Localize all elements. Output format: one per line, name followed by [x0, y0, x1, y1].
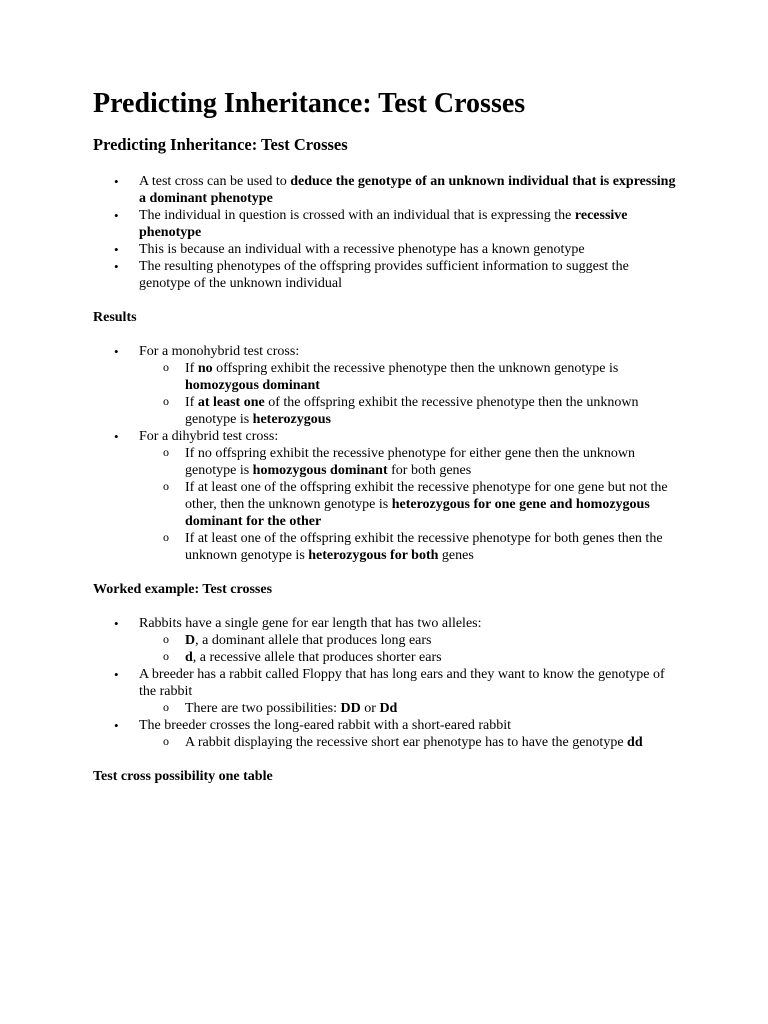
sub-list-item	[139, 445, 678, 479]
sub-list	[139, 632, 678, 666]
text-run: If	[185, 361, 198, 376]
text-run: genes	[438, 548, 474, 563]
bold-text: heterozygous	[252, 412, 331, 427]
text-run: A breeder has a rabbit called Floppy that has long ears and they want to know the genotype of the rabbit	[139, 667, 665, 699]
list-item	[93, 717, 678, 751]
worked-example-list	[93, 615, 678, 751]
bold-text: deduce the genotype of an unknown individual that is expressing a dominant phenotype	[139, 174, 676, 206]
text-run: A rabbit displaying the recessive short ear phenotype has to have the genotype	[185, 735, 628, 750]
list-item	[93, 207, 678, 241]
text-run: A test cross can be used to	[139, 174, 291, 189]
sub-list-item	[139, 632, 678, 649]
text-run: or	[360, 701, 380, 716]
sub-list	[139, 445, 678, 564]
bold-text: homozygous dominant	[252, 463, 388, 478]
bold-text: heterozygous for one gene and homozygous dominant for the other	[185, 497, 650, 529]
list-item	[93, 343, 678, 428]
text-run: , a dominant allele that produces long ears	[195, 633, 432, 648]
list-item	[93, 428, 678, 564]
bold-text: heterozygous for both	[308, 548, 439, 563]
bold-text: no	[197, 361, 213, 376]
bold-text: Dd	[379, 701, 398, 716]
text-run: The breeder crosses the long-eared rabbit with a short-eared rabbit	[139, 718, 512, 733]
bold-text: D	[185, 633, 196, 648]
sub-list	[139, 360, 678, 428]
text-run: If at least one of the offspring exhibit the recessive phenotype for both genes then the unknown genotype is	[185, 531, 663, 563]
table-heading: Test cross possibility one table	[93, 769, 273, 784]
text-run: for both genes	[387, 463, 472, 478]
text-run: The resulting phenotypes of the offspring provides sufficient information to suggest the genotype of the unknown individual	[139, 259, 629, 291]
bold-text: dd	[627, 735, 643, 750]
worked-example-heading: Worked example: Test crosses	[93, 582, 273, 597]
bold-text: homozygous dominant	[185, 378, 320, 393]
sub-list-item	[139, 479, 678, 530]
bold-text: DD	[340, 701, 361, 716]
sub-list-item	[139, 360, 678, 394]
list-item	[93, 666, 678, 717]
sub-list-item	[139, 734, 678, 751]
page-title: Predicting Inheritance: Test Crosses	[93, 88, 526, 119]
text-run: If no offspring exhibit the recessive phenotype for either gene then the unknown genotype is	[185, 446, 635, 478]
results-heading: Results	[93, 310, 137, 325]
text-run: Rabbits have a single gene for ear length that has two alleles:	[139, 616, 482, 631]
bold-text: d	[185, 650, 193, 665]
sub-list	[139, 734, 678, 751]
sub-list-item	[139, 700, 678, 717]
text-run: If at least one of the offspring exhibit the recessive phenotype for one gene but not the other, then the unknown genotype is	[185, 480, 668, 512]
list-item	[93, 173, 678, 207]
sub-list-item	[139, 394, 678, 428]
list-item	[93, 241, 678, 258]
text-run: This is because an individual with a recessive phenotype has a known genotype	[139, 242, 585, 257]
text-run: For a dihybrid test cross:	[139, 429, 279, 444]
sub-list-item	[139, 649, 678, 666]
text-run: , a recessive allele that produces shorter ears	[192, 650, 442, 665]
section-subtitle: Predicting Inheritance: Test Crosses	[93, 135, 348, 154]
results-list	[93, 343, 678, 564]
text-run: of the offspring exhibit the recessive phenotype then the unknown genotype is	[185, 395, 639, 427]
list-item	[93, 615, 678, 666]
text-run: If	[185, 395, 198, 410]
sub-list	[139, 700, 678, 717]
list-item	[93, 258, 678, 292]
bold-text: recessive phenotype	[139, 208, 628, 240]
text-run: offspring exhibit the recessive phenotype then the unknown genotype is	[212, 361, 619, 376]
text-run: The individual in question is crossed with an individual that is expressing the	[139, 208, 575, 223]
text-run: For a monohybrid test cross:	[139, 344, 300, 359]
intro-list	[93, 173, 678, 292]
bold-text: at least one	[197, 395, 265, 410]
text-run: There are two possibilities:	[185, 701, 341, 716]
sub-list-item	[139, 530, 678, 564]
